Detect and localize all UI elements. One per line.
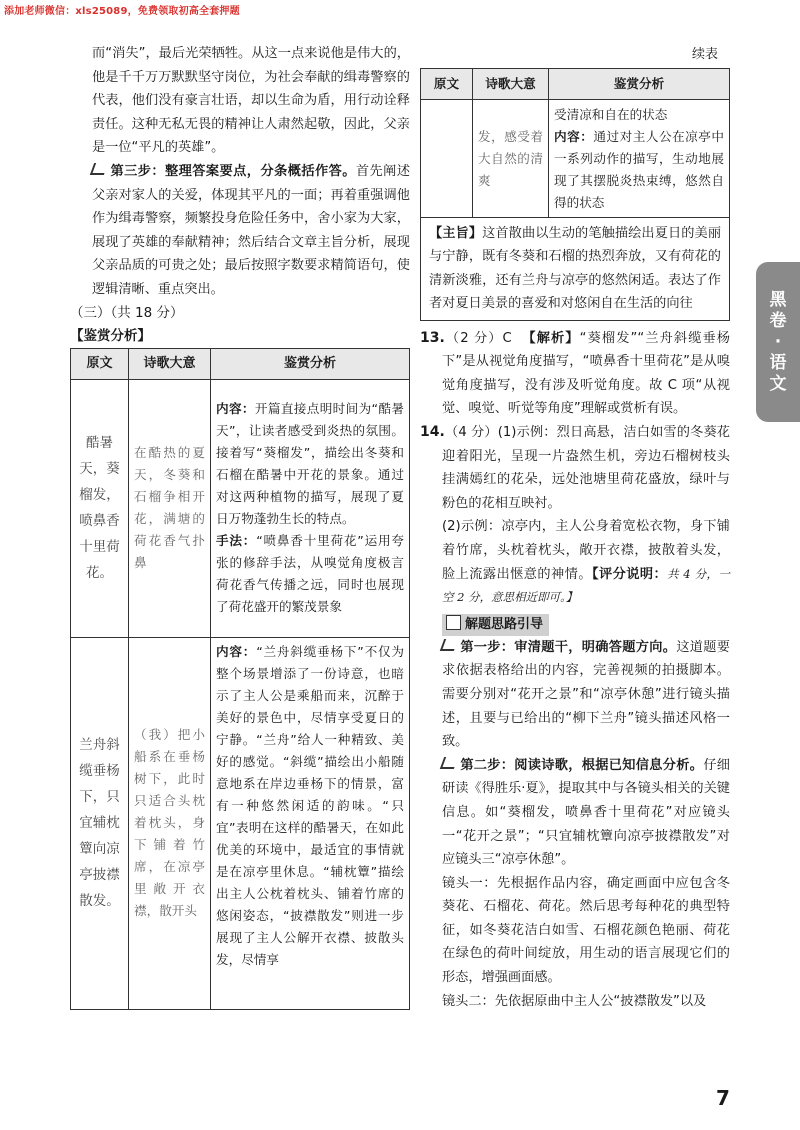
left-column [70, 42, 410, 1010]
cell-analysis [549, 100, 730, 218]
side-tab-char: 文 [769, 373, 787, 394]
step2-label: 第二步：阅读诗歌，根据已知信息分析。 [460, 757, 704, 773]
q14-eval-text: 共 4 分，一空 2 分，意思相近即可。】 [442, 566, 731, 605]
guide-heading-wrap [420, 610, 730, 636]
method-label: 手法： [216, 533, 257, 549]
watermark: 添加老师微信：xls25089，免费领取初高全套押题 [4, 6, 240, 17]
side-tab-char: 语 [769, 352, 787, 373]
book-icon [446, 615, 461, 630]
cell-original: 酷暑天，葵榴发，喷鼻香十里荷花。 [71, 379, 129, 637]
table-header-row [421, 69, 730, 100]
step3-text: 首先阐述父亲对家人的关爱，体现其平凡的一面；再着重强调他作为缉毒警察，频繁投身危险任务中，舍小家为大家，展现了英雄的奉献精神；然后结合文章主旨分析，展现父亲品质的可贵之处；最后按照字数要求精简语句，使逻辑清晰、重点突出。 [92, 163, 411, 297]
step2-paragraph [420, 754, 730, 872]
content-label: 内容： [554, 128, 594, 144]
side-tab [756, 262, 800, 422]
content-label: 内容： [216, 643, 257, 659]
q14-eval-label: 【评分说明： [591, 566, 668, 582]
theme-box [420, 218, 730, 321]
q14-part2: (2)示例：凉亭内，主人公身着宽松衣物，身下铺着竹席，头枕着枕头，敞开衣襟，披散着头发，脸上流露出惬意的神情。 [442, 519, 730, 582]
method-text: “喷鼻香十里荷花”运用夸张的修辞手法，从嗅觉角度极言荷花香气传播之远，同时也展现了荷花盛开的繁茂景象 [216, 533, 404, 615]
side-tab-char: 黑 [769, 289, 787, 310]
continued-label: 续表 [691, 47, 718, 62]
header-meaning: 诗歌大意 [473, 69, 549, 100]
table-row [71, 637, 410, 1009]
answer-paragraph: 而“消失”，最后光荣牺牲。从这一点来说他是伟大的，他是千千万万默默坚守岗位，为社会奉献的缉毒警察的代表，他们没有豪言壮语，却以生命为盾，用行动诠释责任。这种无私无畏的精神让人肃然起敬，因此，父亲是一位“平凡的英雄”。 [92, 46, 410, 156]
question-14 [420, 421, 730, 515]
cell-analysis [211, 637, 410, 1009]
q14-part1: （4 分）(1)示例：烈日高悬，洁白如雪的冬葵花迎着阳光，呈现一片盎然生机，旁边石榴树枝头挂满嫣红的花朵，远处池塘里荷花盛放，绿叶与粉色的花相互映衬。 [442, 425, 730, 511]
continued-table [420, 68, 730, 218]
step3-label: 第三步：整理答案要点，分条概括作答。 [110, 163, 356, 179]
hand-pointer-icon [440, 639, 458, 651]
header-analysis: 鉴赏分析 [549, 69, 730, 100]
content-label: 内容： [216, 401, 255, 417]
table-row [421, 100, 730, 218]
content-text: “兰舟斜缆垂杨下”不仅为整个场景增添了一份诗意，也暗示了主人公是乘船而来，沉醉于美好的景色中，尽情享受夏日的宁静。“兰舟”给人一种精致、美好的感觉。“斜缆”描绘出小船随意地系在岸边垂杨下的情景，富有一种悠然闲适的韵味。“只宜”表明在这样的酷暑天，在如此优美的环境中，最适宜的事情就是在凉亭里休息。“辅枕簟”描绘出主人公枕着枕头、铺着竹席的悠闲姿态，“披襟散发”则进一步展现了主人公解开衣襟、披散头发，尽情享 [216, 643, 404, 967]
section-heading: （三）（共 18 分） [70, 304, 184, 321]
q13-text: “葵榴发”“兰舟斜缆垂杨下”是从视觉角度描写，“喷鼻香十里荷花”是从嗅觉角度描写，没有涉及听觉角度。故 C 项“从视觉、嗅觉、听觉等角度”理解或赏析有误。 [442, 330, 730, 417]
header-analysis: 鉴赏分析 [211, 348, 410, 379]
side-tab-char: · [774, 331, 782, 352]
content-text: 通过对主人公在凉亭中一系列动作的描写，生动地展现了其摆脱炎热束缚，悠然自得的状态 [554, 128, 725, 210]
step1-paragraph [420, 636, 730, 754]
hand-pointer-icon [90, 163, 108, 175]
guide-title: 解题思路引导 [465, 616, 544, 632]
right-column [420, 42, 730, 1013]
header-original: 原文 [421, 69, 473, 100]
question-13 [420, 327, 730, 421]
cell-meaning: （我）把小船系在垂杨树下，此时只适合头枕着枕头，身下铺着竹席，在凉亭里敞开衣襟，散开头 [129, 637, 211, 1009]
header-original: 原文 [71, 348, 129, 379]
cell-original [421, 100, 473, 218]
guide-heading [442, 614, 549, 636]
cell-analysis [211, 379, 410, 637]
step3-paragraph [70, 160, 410, 302]
q13-label: 【解析】 [522, 330, 580, 346]
box-title: 【鉴赏分析】 [70, 327, 151, 344]
q14-part2-paragraph [420, 515, 730, 609]
theme-label: 【主旨】 [429, 226, 483, 241]
table-row [71, 379, 410, 637]
table-header-row [71, 348, 410, 379]
step1-text: 这道题要求依据表格给出的内容，完善视频的拍摄脚本。需要分别对“花开之景”和“凉亭休憩”进行镜头描述，且要与已给出的“柳下兰舟”镜头描述风格一致。 [442, 639, 730, 750]
appreciation-table [70, 348, 410, 1010]
content-text: 开篇直接点明时间为“酷暑天”，让读者感受到炎热的氛围。接着写“葵榴发”，描绘出冬葵和石榴在酷暑中开花的景象。通过对这两种植物的描写，展现了夏日万物蓬勃生长的特点。 [216, 401, 404, 527]
cell-meaning: 发，感受着大自然的清爽 [473, 100, 549, 218]
side-tab-char: 卷 [769, 310, 787, 331]
step1-label: 第一步：审清题干，明确答题方向。 [460, 639, 677, 655]
analysis-line: 受清凉和自在的状态 [554, 106, 668, 122]
theme-text: 这首散曲以生动的笔触描绘出夏日的美丽与宁静，既有冬葵和石榴的热烈奔放，又有荷花的清新淡雅，还有兰舟与凉亭的悠然闲适。表达了作者对夏日美景的喜爱和对悠闲自在生活的向往 [429, 226, 722, 312]
cell-original: 兰舟斜缆垂杨下，只宜辅枕簟向凉亭披襟散发。 [71, 637, 129, 1009]
header-meaning: 诗歌大意 [129, 348, 211, 379]
page-number: 7 [716, 1086, 730, 1110]
hand-pointer-icon [440, 757, 458, 769]
q14-number: 14. [420, 424, 445, 440]
cell-meaning: 在酷热的夏天，冬葵和石榴争相开花，满塘的荷花香气扑鼻 [129, 379, 211, 637]
step2-text: 仔细研读《得胜乐·夏》，提取其中与各镜头相关的关键信息。如“葵榴发，喷鼻香十里荷花”对应镜头一“花开之景”；“只宜辅枕簟向凉亭披襟散发”对应镜头三“凉亭休憩”。 [442, 757, 730, 868]
shot1-paragraph: 镜头一：先根据作品内容，确定画面中应包含冬葵花、石榴花、荷花。然后思考每种花的典型特征，如冬葵花洁白如雪、石榴花颜色艳丽、荷花在绿色的荷叶间绽放，用生动的语言展现它们的形态，增强画面感。 [442, 875, 730, 986]
shot2-paragraph: 镜头二：先依据原曲中主人公“披襟散发”以及 [442, 993, 707, 1009]
q13-score: （2 分）C [444, 330, 512, 346]
q13-number: 13. [420, 329, 445, 346]
